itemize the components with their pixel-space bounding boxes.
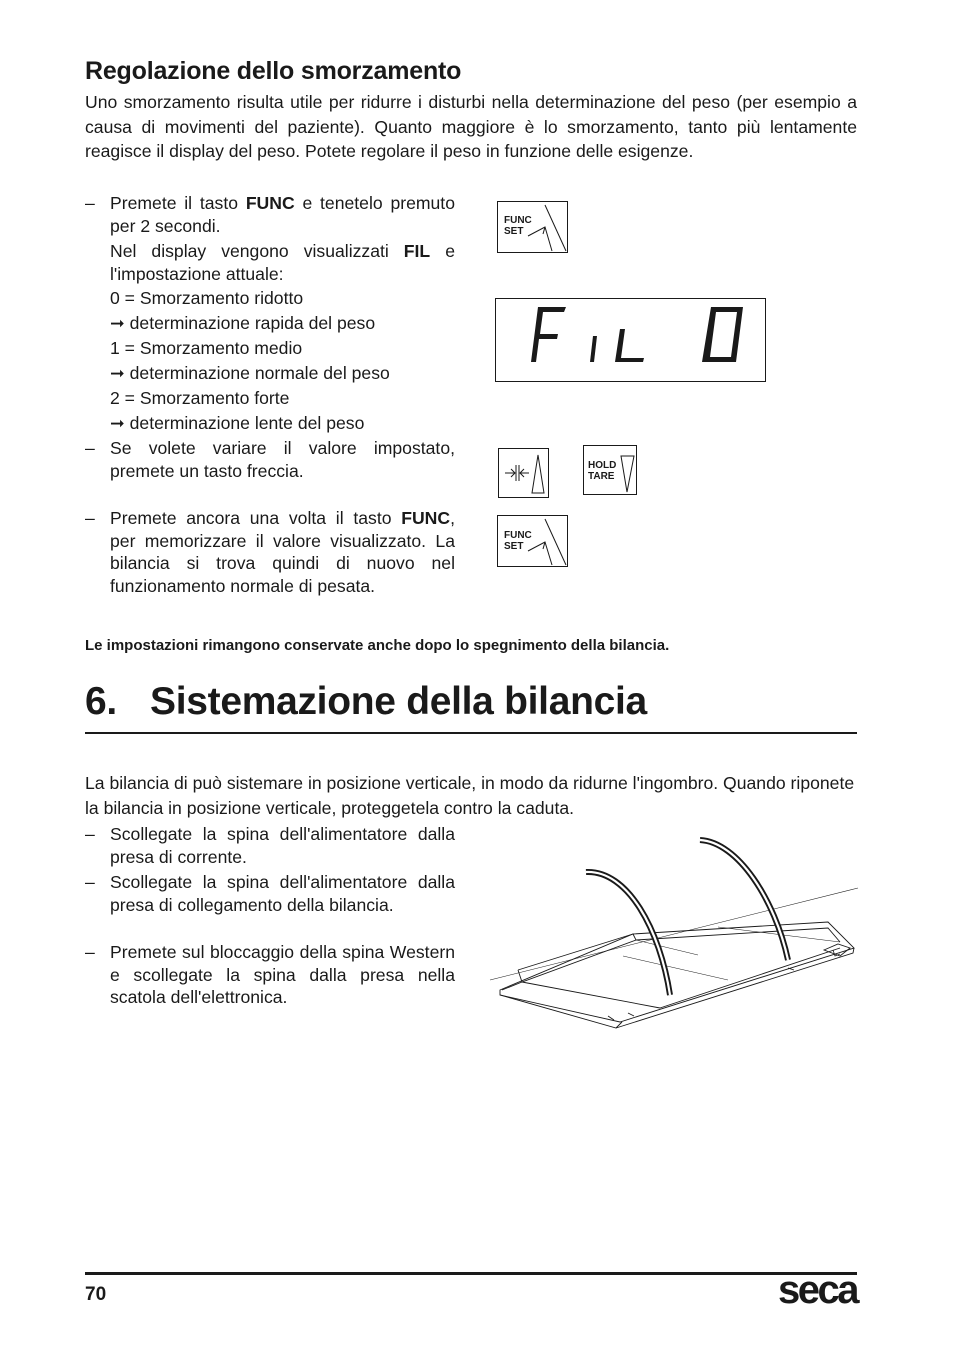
chapter-intro: La bilancia di può sistemare in posizione verticale, in modo da ridurne l'ingombro. Quando riponete la bilancia in posizione verticale, proteggetela contro la caduta. [85,773,855,818]
chapter-step-3: Premete sul bloccaggio della spina Western e scollegate la spina dalla presa nella scatola dell'elettronica. [110,942,455,1008]
func-key-triangle-icon [498,516,569,568]
chapter-title [85,680,647,724]
option-2-result: ➞ determinazione lente del peso [110,413,365,433]
list-dash: – [85,872,95,892]
fil-label: FIL [403,241,431,261]
seca-logo: seca [778,1268,857,1312]
step-1: Premete il tasto FUNC e tenetelo premuto per 2 secondi. [110,193,455,236]
svg-text:FiL 0: FiL 0 [496,299,499,300]
section-title: Regolazione dello smorzamento [85,57,462,85]
list-dash: – [85,438,95,458]
chapter-number: 6. [85,680,117,723]
step-1-display: Nel display vengono visualizzati FIL e l'impostazione attuale: [110,241,455,284]
func-key-label: FUNC [245,193,295,213]
lcd-display [495,298,766,382]
option-0-result: ➞ determinazione rapida del peso [110,313,376,333]
option-1-result: ➞ determinazione normale del peso [110,363,390,383]
func-key-triangle-icon [498,202,569,254]
chapter-step-2: Scollegate la spina dell'alimentatore dalla presa di collegamento della bilancia. [110,872,455,915]
func-set-key-icon: FUNC SET [497,515,568,567]
scale-illustration [488,830,860,1030]
list-dash: – [85,824,95,844]
list-dash: – [85,942,95,962]
list-dash: – [85,193,95,213]
footer-rule [85,1272,857,1275]
func-set-key-icon: FUNC SET [497,201,568,253]
step-3: Premete ancora una volta il tasto FUNC, per memorizzare il valore visualizzato. La bilancia si trova quindi di nuovo nel funzionamento normale di pesata. [110,508,455,596]
section-intro: Uno smorzamento risulta utile per ridurre i disturbi nella determinazione del peso (per esempio a causa di movimenti del paziente). Quanto maggiore è lo smorzamento, tanto più lentamente reagisce il display del peso. Potete regolare il peso in funzione delle esigenze. [85,92,857,162]
chapter-rule [85,732,857,734]
arrow-key-icon [498,448,549,498]
chapter-title-text: Sistemazione della bilancia [150,680,647,723]
option-0: 0 = Smorzamento ridotto [110,288,304,308]
lcd-segment-text [496,299,767,383]
step-2: Se volete variare il valore impostato, premete un tasto freccia. [110,438,455,481]
func-key-label: FUNC [401,508,451,528]
option-1: 1 = Smorzamento medio [110,338,303,358]
chapter-step-1: Scollegate la spina dell'alimentatore dalla presa di corrente. [110,824,455,867]
option-2: 2 = Smorzamento forte [110,388,290,408]
hold-tare-key-icon: HOLD TARE [583,445,637,495]
page-number: 70 [85,1284,107,1305]
list-dash: – [85,508,95,528]
settings-note: Le impostazioni rimangono conservate anche dopo lo spegnimento della bilancia. [85,637,670,654]
